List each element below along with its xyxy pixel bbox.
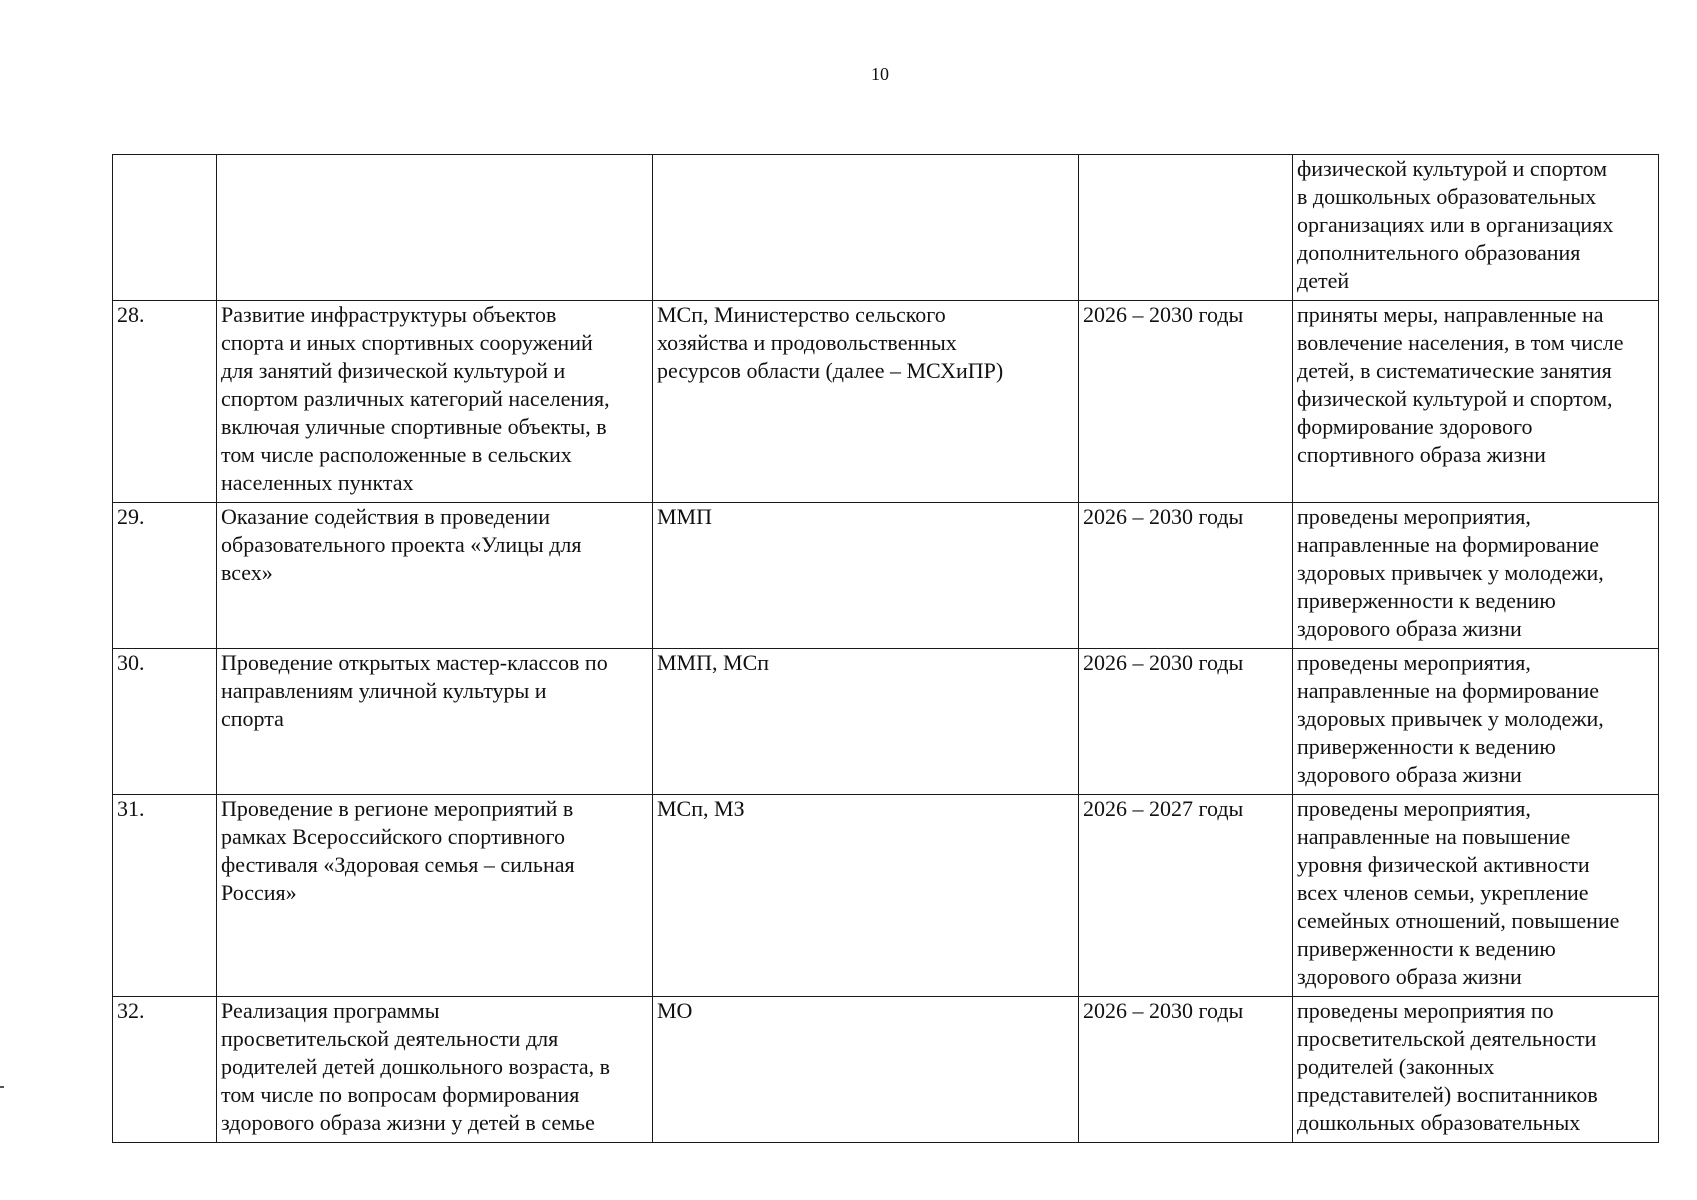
row-number-cell: 28. [113,301,217,503]
row-number-cell: 32. [113,997,217,1143]
term-cell: 2026 – 2030 годы [1079,503,1293,649]
scan-margin-mark [0,1086,4,1088]
term-cell: 2026 – 2030 годы [1079,997,1293,1143]
result-cell: проведены мероприятия, направленные на формирование здоровых привычек у молодежи, приверженности к ведению здорового образа жизни [1293,503,1659,649]
table-row [113,155,1659,301]
measure-name-cell: Оказание содействия в проведении образовательного проекта «Улицы для всех» [217,503,653,649]
executor-cell: МО [653,997,1079,1143]
table-row [113,997,1659,1143]
row-number-cell: 31. [113,795,217,997]
result-cell: проведены мероприятия по просветительской деятельности родителей (законных представителей) воспитанников дошкольных образовательных [1293,997,1659,1143]
result-cell: проведены мероприятия, направленные на повышение уровня физической активности всех членов семьи, укрепление семейных отношений, повышение приверженности к ведению здорового образа жизни [1293,795,1659,997]
executor-cell: ММП, МСп [653,649,1079,795]
row-number-cell: 29. [113,503,217,649]
term-cell [1079,155,1293,301]
executor-cell [653,155,1079,301]
table-row [113,301,1659,503]
table-row [113,649,1659,795]
result-cell: проведены мероприятия, направленные на формирование здоровых привычек у молодежи, приверженности к ведению здорового образа жизни [1293,649,1659,795]
term-cell: 2026 – 2030 годы [1079,301,1293,503]
measure-name-cell: Проведение открытых мастер-классов по направлениям уличной культуры и спорта [217,649,653,795]
measure-name-cell: Развитие инфраструктуры объектов спорта и иных спортивных сооружений для занятий физической культурой и спортом различных категорий населения, включая уличные спортивные объекты, в том числе расположенные в сельских населенных пунктах [217,301,653,503]
executor-cell: МСп, Министерство сельского хозяйства и продовольственных ресурсов области (далее – МСХиПР) [653,301,1079,503]
row-number-cell: 30. [113,649,217,795]
measure-name-cell: Проведение в регионе мероприятий в рамках Всероссийского спортивного фестиваля «Здоровая семья – сильная Россия» [217,795,653,997]
term-cell: 2026 – 2027 годы [1079,795,1293,997]
page-number: 10 [871,64,889,84]
measure-name-cell: Реализация программы просветительской деятельности для родителей детей дошкольного возраста, в том числе по вопросам формирования здорового образа жизни у детей в семье [217,997,653,1143]
result-cell: физической культурой и спортом в дошкольных образовательных организациях или в организациях дополнительного образования детей [1293,155,1659,301]
measure-name-cell [217,155,653,301]
executor-cell: МСп, МЗ [653,795,1079,997]
table-row [113,795,1659,997]
result-cell: приняты меры, направленные на вовлечение населения, в том числе детей, в систематические занятия физической культурой и спортом, формирование здорового спортивного образа жизни [1293,301,1659,503]
table-row [113,503,1659,649]
term-cell: 2026 – 2030 годы [1079,649,1293,795]
row-number-cell [113,155,217,301]
measures-table [112,154,1659,1143]
executor-cell: ММП [653,503,1079,649]
